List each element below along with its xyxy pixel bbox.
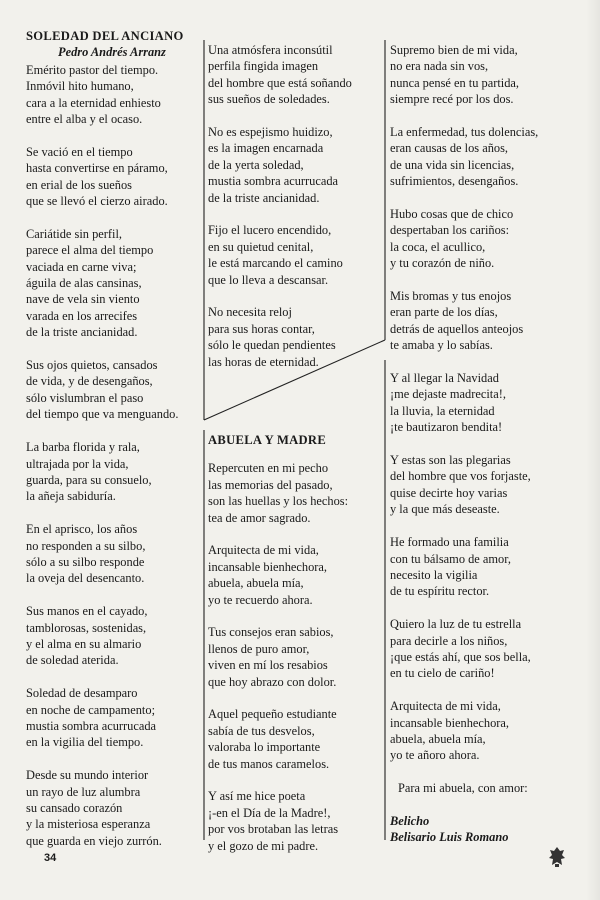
verse-line: ¡que estás ahí, que sos bella, <box>390 649 531 664</box>
verse-line: abuela, abuela mía, <box>390 731 486 746</box>
verse-line: para sus horas contar, <box>208 321 315 336</box>
verse-line: y tu corazón de niño. <box>390 256 495 271</box>
poem1-col1-stanzas <box>26 62 204 849</box>
verse-line: cara a la eternidad enhiesto <box>26 95 161 110</box>
verse-line: parece el alma del tiempo <box>26 243 154 258</box>
verse-line: Cariátide sin perfil, <box>26 226 122 241</box>
verse-line: tamblorosas, sostenidas, <box>26 620 147 635</box>
verse-line: Mis bromas y tus enojos <box>390 289 512 304</box>
verse-line: sabía de tus desvelos, <box>208 723 315 738</box>
stanza <box>26 767 204 849</box>
verse-line: Y al llegar la Navidad <box>390 371 499 386</box>
stanza <box>208 624 376 690</box>
stanza <box>26 144 204 210</box>
verse-line: te amaba y lo sabías. <box>390 338 493 353</box>
verse-line: no responden a su silbo, <box>26 538 146 553</box>
stanza <box>26 521 204 587</box>
verse-line: sus sueños de soledades. <box>208 92 330 107</box>
verse-line: guarda, para su consuelo, <box>26 472 152 487</box>
verse-line: un rayo de luz alumbra <box>26 784 141 799</box>
stanza <box>208 460 376 526</box>
page-number: 34 <box>44 852 57 864</box>
verse-line: le está marcando el camino <box>208 256 343 271</box>
verse-line: en su quietud cenital, <box>208 239 314 254</box>
verse-line: En el aprisco, los años <box>26 522 138 537</box>
stanza <box>208 124 376 206</box>
verse-line: quise decirte hoy varias <box>390 485 508 500</box>
verse-line: de la triste ancianidad. <box>208 190 320 205</box>
verse-line: vaciada en carne viva; <box>26 259 137 274</box>
verse-line: perfila fingida imagen <box>208 59 319 74</box>
stanza <box>208 788 376 854</box>
verse-line: la coca, el acullico, <box>390 239 486 254</box>
verse-line: la añeja sabiduría. <box>26 489 116 504</box>
stanza <box>26 62 204 128</box>
verse-line: del hombre que vos forjaste, <box>390 469 531 484</box>
verse-line: que lo lleva a descansar. <box>208 272 329 287</box>
verse-line: en noche de campamento; <box>26 702 156 717</box>
verse-line: de vida, y de desengaños, <box>26 374 153 389</box>
verse-line: su cansado corazón <box>26 800 123 815</box>
verse-line: por vos brotaban las letras <box>208 822 339 837</box>
verse-line: la oveja del desencanto. <box>26 571 145 586</box>
verse-line: valoraba lo importante <box>208 740 321 755</box>
verse-line: Soledad de desamparo <box>26 686 138 701</box>
verse-line: ultrajada por la vida, <box>26 456 129 471</box>
verse-line: en erial de los sueños <box>26 177 132 192</box>
verse-line: Quiero la luz de tu estrella <box>390 617 522 632</box>
verse-line: ¡-en el Día de la Madre!, <box>208 805 331 820</box>
column-3 <box>390 42 590 846</box>
poem2-signature-full: Belisario Luis Romano <box>390 830 509 845</box>
verse-line: sólo vislumbran el paso <box>26 390 144 405</box>
poem2-title: ABUELA Y MADRE <box>208 433 327 447</box>
poem1-author: Pedro Andrés Arranz <box>58 45 166 60</box>
verse-line: de una vida sin licencias, <box>390 157 515 172</box>
verse-line: entre el alba y el ocaso. <box>26 112 143 127</box>
stanza <box>26 685 204 751</box>
verse-line: Emérito pastor del tiempo. <box>26 62 159 77</box>
verse-line: mustia sombra acurrucada <box>26 718 157 733</box>
stanza <box>390 288 590 354</box>
verse-line: tea de amor sagrado. <box>208 510 311 525</box>
verse-line: nunca pensé en tu partida, <box>390 75 520 90</box>
verse-line: yo te recuerdo ahora. <box>208 592 313 607</box>
verse-line: de tu espíritu rector. <box>390 584 490 599</box>
verse-line: siempre recé por los dos. <box>390 92 514 107</box>
verse-line: eran causas de los años, <box>390 141 509 156</box>
verse-line: que se llevó el cierzo airado. <box>26 194 168 209</box>
verse-line: de tus manos caramelos. <box>208 756 330 771</box>
verse-line: mustia sombra acurrucada <box>208 174 339 189</box>
verse-line: incansable bienhechora, <box>208 559 328 574</box>
verse-line: Se vació en el tiempo <box>26 144 133 159</box>
verse-line: yo te añoro ahora. <box>390 748 480 763</box>
stanza <box>390 616 590 682</box>
verse-line: es la imagen encarnada <box>208 141 324 156</box>
poem1-title: SOLEDAD DEL ANCIANO <box>26 29 184 43</box>
verse-line: y la misteriosa esperanza <box>26 817 151 832</box>
stanza <box>208 42 376 108</box>
stanza <box>390 370 590 436</box>
stanza <box>390 206 590 272</box>
verse-line: que guarda en viejo zurrón. <box>26 833 162 848</box>
verse-line: Fijo el lucero encendido, <box>208 223 332 238</box>
stanza <box>390 698 590 764</box>
verse-line: No necesita reloj <box>208 305 292 320</box>
stanza <box>390 42 590 108</box>
verse-line: Arquitecta de mi vida, <box>390 699 501 714</box>
verse-line: y la que más deseaste. <box>390 502 500 517</box>
verse-line: en tu cielo de cariño! <box>390 666 495 681</box>
stanza <box>208 222 376 288</box>
verse-line: Sus ojos quietos, cansados <box>26 358 158 373</box>
verse-line: águila de alas cansinas, <box>26 276 142 291</box>
verse-line: para decirle a los niños, <box>390 633 508 648</box>
stanza <box>208 542 376 608</box>
verse-line: sufrimientos, desengaños. <box>390 174 519 189</box>
verse-line: Aquel pequeño estudiante <box>208 707 337 722</box>
column-1 <box>26 28 204 866</box>
verse-line: He formado una familia <box>390 535 509 550</box>
verse-line: de la triste ancianidad. <box>26 325 138 340</box>
poem2-col3-stanzas <box>390 42 590 764</box>
stanza <box>26 603 204 669</box>
stanza <box>26 357 204 423</box>
verse-line: Y así me hice poeta <box>208 789 306 804</box>
verse-line: ¡me dejaste madrecita!, <box>390 387 506 402</box>
verse-line: Supremo bien de mi vida, <box>390 43 518 57</box>
verse-line: nave de vela sin viento <box>26 292 140 307</box>
poem1-col2-stanzas <box>208 42 376 370</box>
verse-line: La enfermedad, tus dolencias, <box>390 125 539 140</box>
verse-line: Hubo cosas que de chico <box>390 207 514 222</box>
verse-line: Desde su mundo interior <box>26 768 149 783</box>
verse-line: Arquitecta de mi vida, <box>208 543 319 558</box>
verse-line: en la vigilia del tiempo. <box>26 735 144 750</box>
verse-line: despertaban los cariños: <box>390 223 510 238</box>
verse-line: Y estas son las plegarias <box>390 453 511 468</box>
verse-line: eran parte de los días, <box>390 305 498 320</box>
verse-line: abuela, abuela mía, <box>208 576 304 591</box>
column-2-bottom <box>208 432 376 870</box>
verse-line: Tus consejos eran sabios, <box>208 625 334 640</box>
poem2-dedication: Para mi abuela, con amor: <box>398 781 528 796</box>
verse-line: que hoy abrazo con dolor. <box>208 674 337 689</box>
verse-line: las horas de eternidad. <box>208 354 319 369</box>
verse-line: del hombre que está soñando <box>208 75 352 90</box>
page-edge-shadow <box>586 0 600 900</box>
column-2-top <box>208 42 376 386</box>
verse-line: de soledad aterida. <box>26 653 119 668</box>
stanza <box>26 226 204 341</box>
verse-line: hasta convertirse en páramo, <box>26 161 168 176</box>
verse-line: sólo a su silbo responde <box>26 554 145 569</box>
verse-line: varada en los arrecifes <box>26 308 138 323</box>
verse-line: ¡te bautizaron bendita! <box>390 420 503 435</box>
verse-line: detrás de aquellos anteojos <box>390 321 524 336</box>
verse-line: y el gozo de mi padre. <box>208 838 319 853</box>
verse-line: llenos de puro amor, <box>208 641 310 656</box>
verse-line: la lluvia, la eternidad <box>390 403 495 418</box>
verse-line: sólo le quedan pendientes <box>208 338 336 353</box>
verse-line: necesito la vigilia <box>390 567 478 582</box>
verse-line: viven en mí los resabios <box>208 658 328 673</box>
stanza <box>390 534 590 600</box>
verse-line: con tu bálsamo de amor, <box>390 551 511 566</box>
verse-line: No es espejismo huidizo, <box>208 125 333 140</box>
verse-line: incansable bienhechora, <box>390 715 510 730</box>
verse-line: del tiempo que va menguando. <box>26 407 179 422</box>
stanza <box>390 124 590 190</box>
verse-line: Sus manos en el cayado, <box>26 604 148 619</box>
verse-line: son las huellas y los hechos: <box>208 494 349 509</box>
verse-line: de la yerta soledad, <box>208 157 304 172</box>
verse-line: Una atmósfera inconsútil <box>208 43 333 57</box>
publisher-emblem-icon <box>548 846 566 868</box>
verse-line: no era nada sin vos, <box>390 59 489 74</box>
poem2-col2-stanzas <box>208 460 376 854</box>
poem2-signature-short: Belicho <box>390 813 430 828</box>
stanza <box>390 452 590 518</box>
stanza <box>208 304 376 370</box>
verse-line: La barba florida y rala, <box>26 440 140 455</box>
stanza <box>208 706 376 772</box>
verse-line: Inmóvil hito humano, <box>26 79 134 94</box>
verse-line: Repercuten en mi pecho <box>208 461 329 476</box>
stanza <box>26 439 204 505</box>
verse-line: las memorias del pasado, <box>208 477 333 492</box>
verse-line: y el alma en su almario <box>26 636 142 651</box>
